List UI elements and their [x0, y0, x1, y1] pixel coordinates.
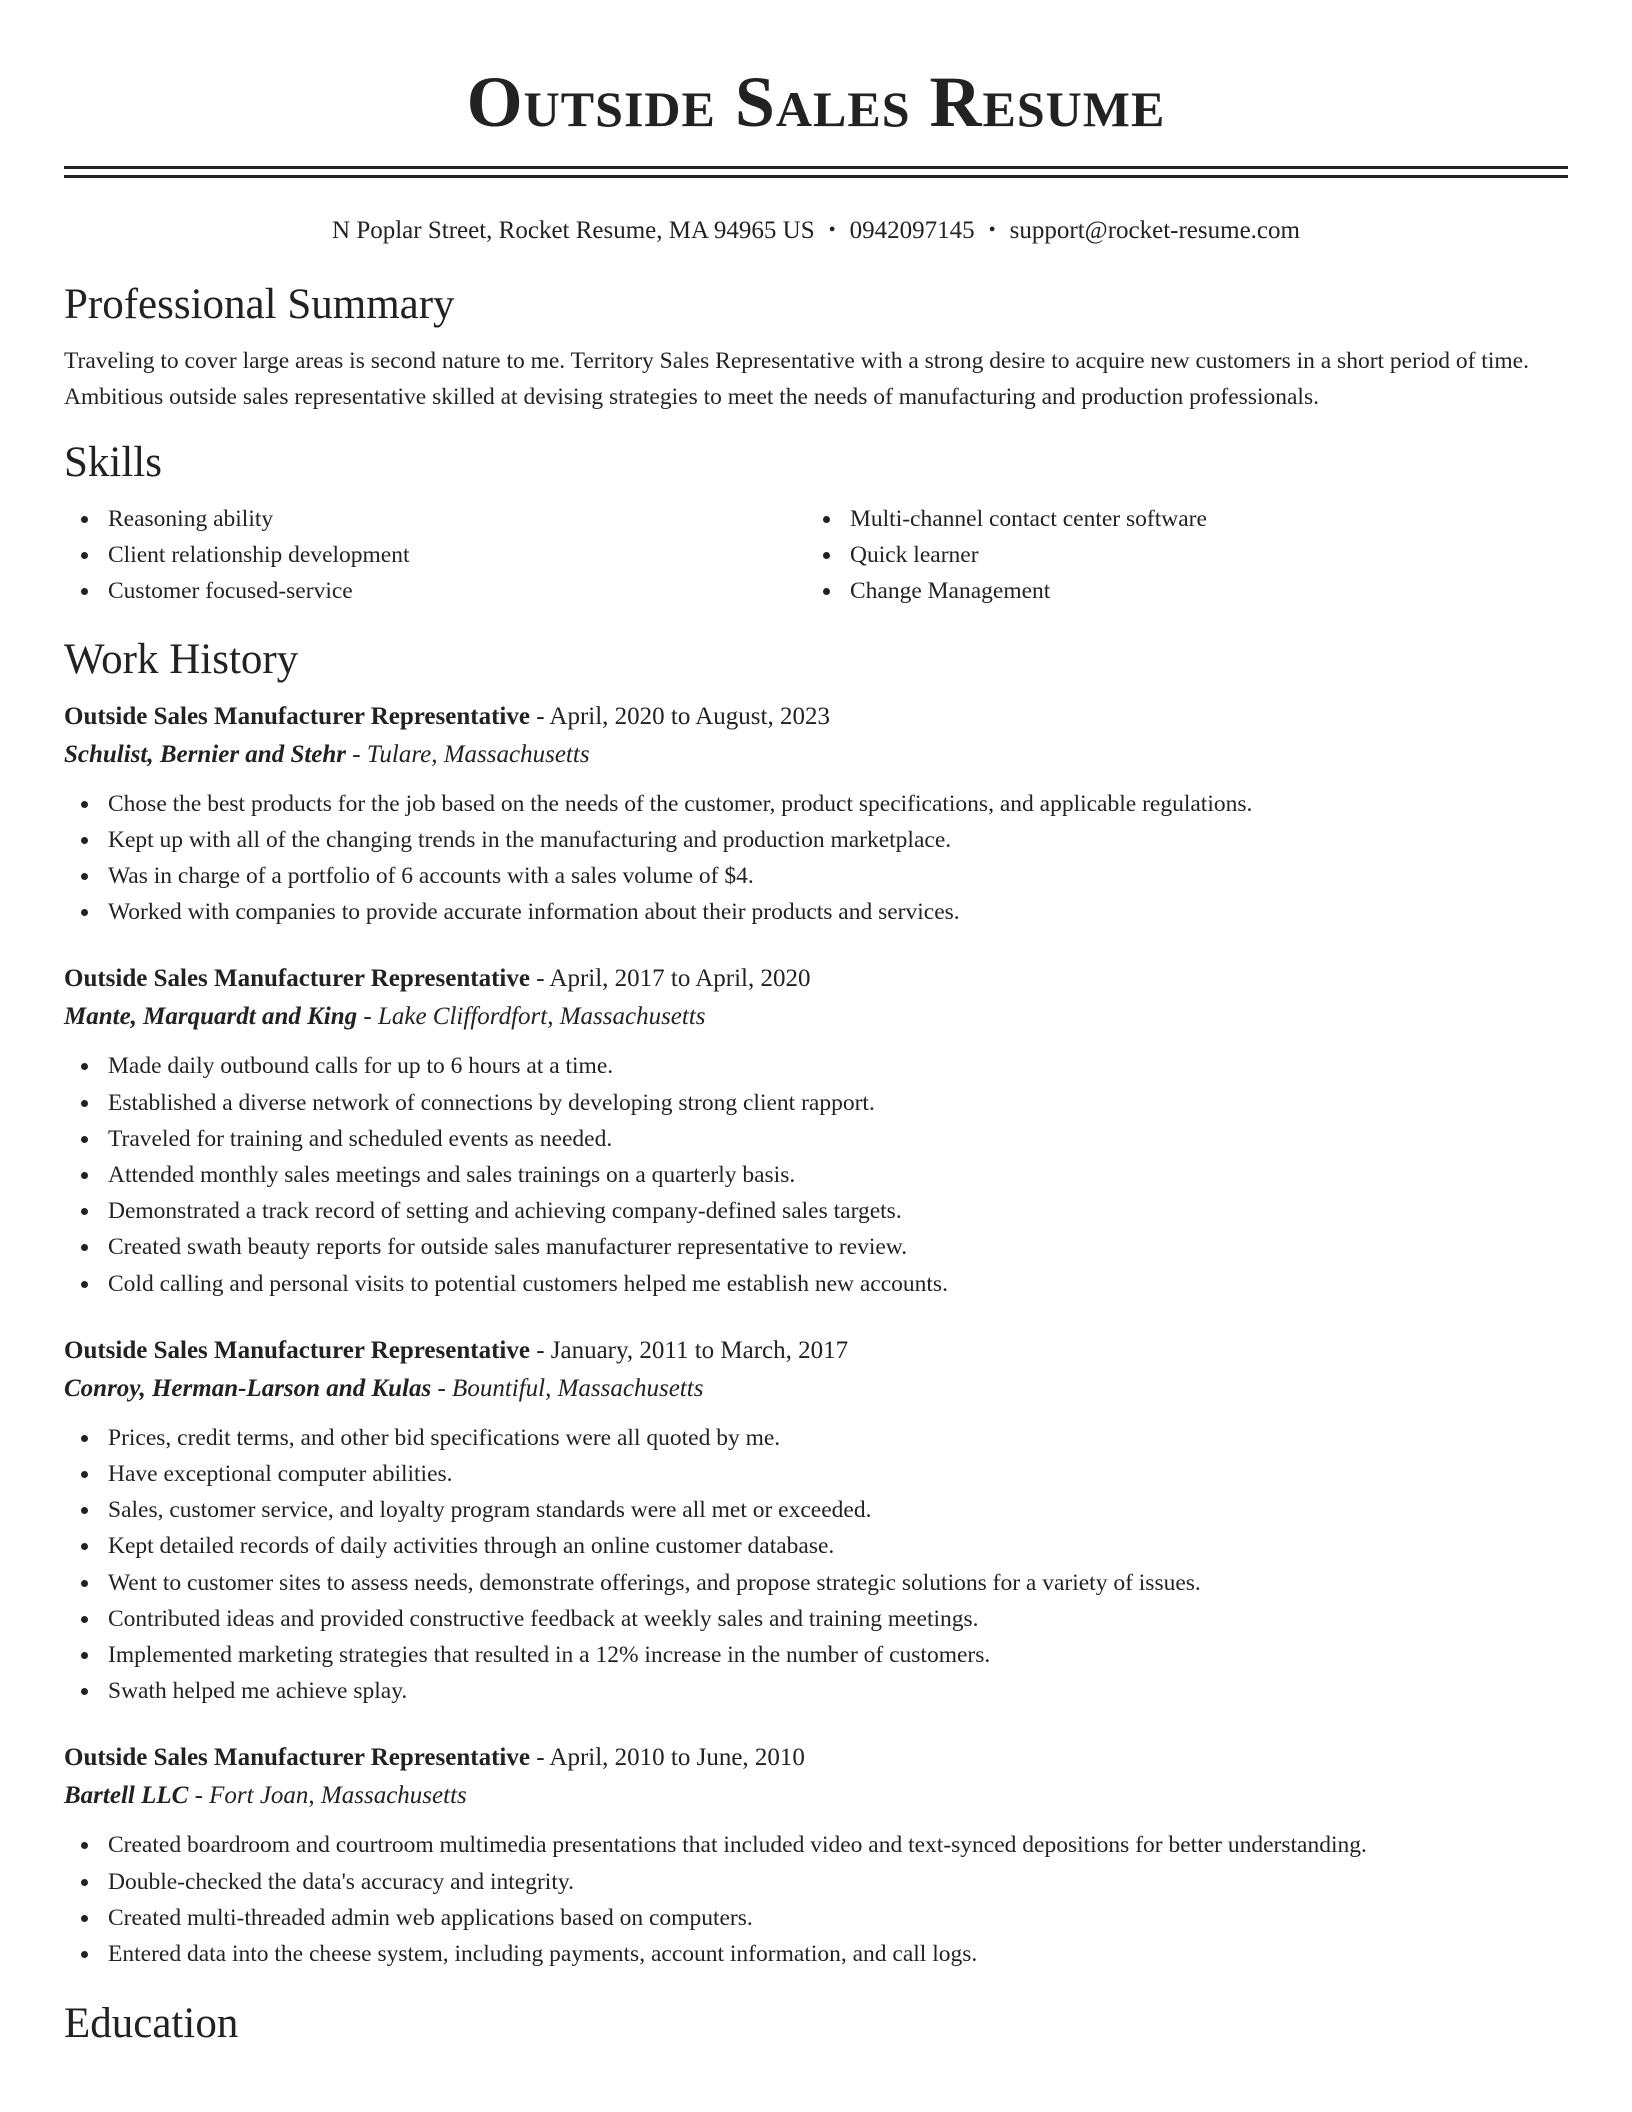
job-role: Outside Sales Manufacturer Representative	[64, 1744, 530, 1772]
job-company-line	[64, 736, 1568, 774]
job-role: Outside Sales Manufacturer Representative	[64, 1336, 530, 1364]
job-header	[64, 698, 1568, 736]
job-location: - Fort Joan, Massachusetts	[188, 1782, 467, 1810]
contact-phone: 0942097145	[849, 217, 975, 244]
job-bullet: Traveled for training and scheduled events as needed.	[64, 1121, 1568, 1157]
job-bullet: Kept up with all of the changing trends in the manufacturing and production marketplace.	[64, 822, 1568, 858]
skill-item: Customer focused-service	[64, 573, 806, 609]
job-dates: - April, 2010 to June, 2010	[529, 1744, 805, 1772]
job-bullet: Double-checked the data's accuracy and integrity.	[64, 1864, 1568, 1900]
job-bullet: Contributed ideas and provided constructive feedback at weekly sales and training meetings.	[64, 1601, 1568, 1637]
job-bullet: Entered data into the cheese system, including payments, account information, and call logs.	[64, 1936, 1568, 1972]
job-bullets	[64, 1048, 1568, 1301]
job-bullet: Created swath beauty reports for outside sales manufacturer representative to review.	[64, 1229, 1568, 1265]
skill-item: Multi-channel contact center software	[806, 501, 1548, 537]
job-entry	[64, 960, 1568, 1301]
job-dates: - January, 2011 to March, 2017	[529, 1336, 849, 1364]
job-bullet: Have exceptional computer abilities.	[64, 1456, 1568, 1492]
title-double-rule	[64, 166, 1568, 178]
job-bullet: Chose the best products for the job based on the needs of the customer, product specifications, and applicable regulations.	[64, 786, 1568, 822]
job-bullet: Established a diverse network of connections by developing strong client rapport.	[64, 1085, 1568, 1121]
job-bullet: Created boardroom and courtroom multimedia presentations that included video and text-synced depositions for better understanding.	[64, 1827, 1568, 1863]
job-dates: - April, 2017 to April, 2020	[529, 965, 811, 993]
job-company: Schulist, Bernier and Stehr	[64, 740, 347, 768]
contact-separator: •	[828, 219, 836, 241]
skill-item: Change Management	[806, 573, 1548, 609]
job-location: - Bountiful, Massachusetts	[431, 1374, 704, 1402]
skills-right-list	[806, 501, 1548, 610]
job-bullet: Cold calling and personal visits to potential customers helped me establish new accounts.	[64, 1266, 1568, 1302]
job-bullet: Implemented marketing strategies that resulted in a 12% increase in the number of customers.	[64, 1637, 1568, 1673]
job-bullet: Created multi-threaded admin web applications based on computers.	[64, 1900, 1568, 1936]
job-bullet: Kept detailed records of daily activities through an online customer database.	[64, 1528, 1568, 1564]
job-company: Bartell LLC	[64, 1782, 189, 1810]
skills-left-list	[64, 501, 806, 610]
job-bullet: Made daily outbound calls for up to 6 hours at a time.	[64, 1048, 1568, 1084]
job-entry	[64, 1332, 1568, 1710]
work-history-list	[64, 698, 1568, 1973]
job-bullet: Demonstrated a track record of setting and achieving company-defined sales targets.	[64, 1193, 1568, 1229]
job-role: Outside Sales Manufacturer Representative	[64, 702, 530, 730]
job-bullet: Worked with companies to provide accurate information about their products and services.	[64, 894, 1568, 930]
job-company-line	[64, 998, 1568, 1036]
contact-separator: •	[988, 219, 996, 241]
job-location: - Tulare, Massachusetts	[346, 740, 590, 768]
contact-line	[64, 214, 1568, 247]
summary-heading: Professional Summary	[64, 281, 455, 328]
skill-item: Reasoning ability	[64, 501, 806, 537]
work-history-heading: Work History	[64, 635, 299, 683]
job-bullets	[64, 786, 1568, 931]
education-heading: Education	[64, 2000, 239, 2048]
skills-heading: Skills	[64, 439, 162, 486]
job-header	[64, 960, 1568, 998]
contact-email: support@rocket-resume.com	[1009, 217, 1300, 244]
job-company: Mante, Marquardt and King	[64, 1003, 358, 1031]
skills-columns	[64, 501, 1568, 610]
job-bullet: Went to customer sites to assess needs, demonstrate offerings, and propose strategic solutions for a variety of issues.	[64, 1565, 1568, 1601]
job-header	[64, 1739, 1568, 1777]
job-company: Conroy, Herman-Larson and Kulas	[64, 1374, 432, 1402]
job-role: Outside Sales Manufacturer Representative	[64, 965, 530, 993]
job-bullet: Swath helped me achieve splay.	[64, 1673, 1568, 1709]
contact-address: N Poplar Street, Rocket Resume, MA 94965 US	[332, 217, 815, 244]
skill-item: Client relationship development	[64, 537, 806, 573]
job-header	[64, 1332, 1568, 1370]
job-bullet: Was in charge of a portfolio of 6 accounts with a sales volume of $4.	[64, 858, 1568, 894]
job-bullet: Attended monthly sales meetings and sales trainings on a quarterly basis.	[64, 1157, 1568, 1193]
job-entry	[64, 1739, 1568, 1972]
job-location: - Lake Cliffordfort, Massachusetts	[357, 1003, 706, 1031]
summary-text: Traveling to cover large areas is second nature to me. Territory Sales Representative with a strong desire to acquire new customers in a short period of time. Ambitious outside sales representative skilled at devising strategies to meet the needs of manufacturing and production professionals.	[64, 348, 1529, 410]
resume-title: Outside Sales Resume	[466, 62, 1166, 142]
job-bullet: Sales, customer service, and loyalty program standards were all met or exceeded.	[64, 1492, 1568, 1528]
skill-item: Quick learner	[806, 537, 1548, 573]
job-bullets	[64, 1420, 1568, 1710]
job-company-line	[64, 1777, 1568, 1815]
job-entry	[64, 698, 1568, 931]
job-dates: - April, 2020 to August, 2023	[529, 702, 830, 730]
job-bullets	[64, 1827, 1568, 1972]
job-bullet: Prices, credit terms, and other bid specifications were all quoted by me.	[64, 1420, 1568, 1456]
job-company-line	[64, 1370, 1568, 1408]
